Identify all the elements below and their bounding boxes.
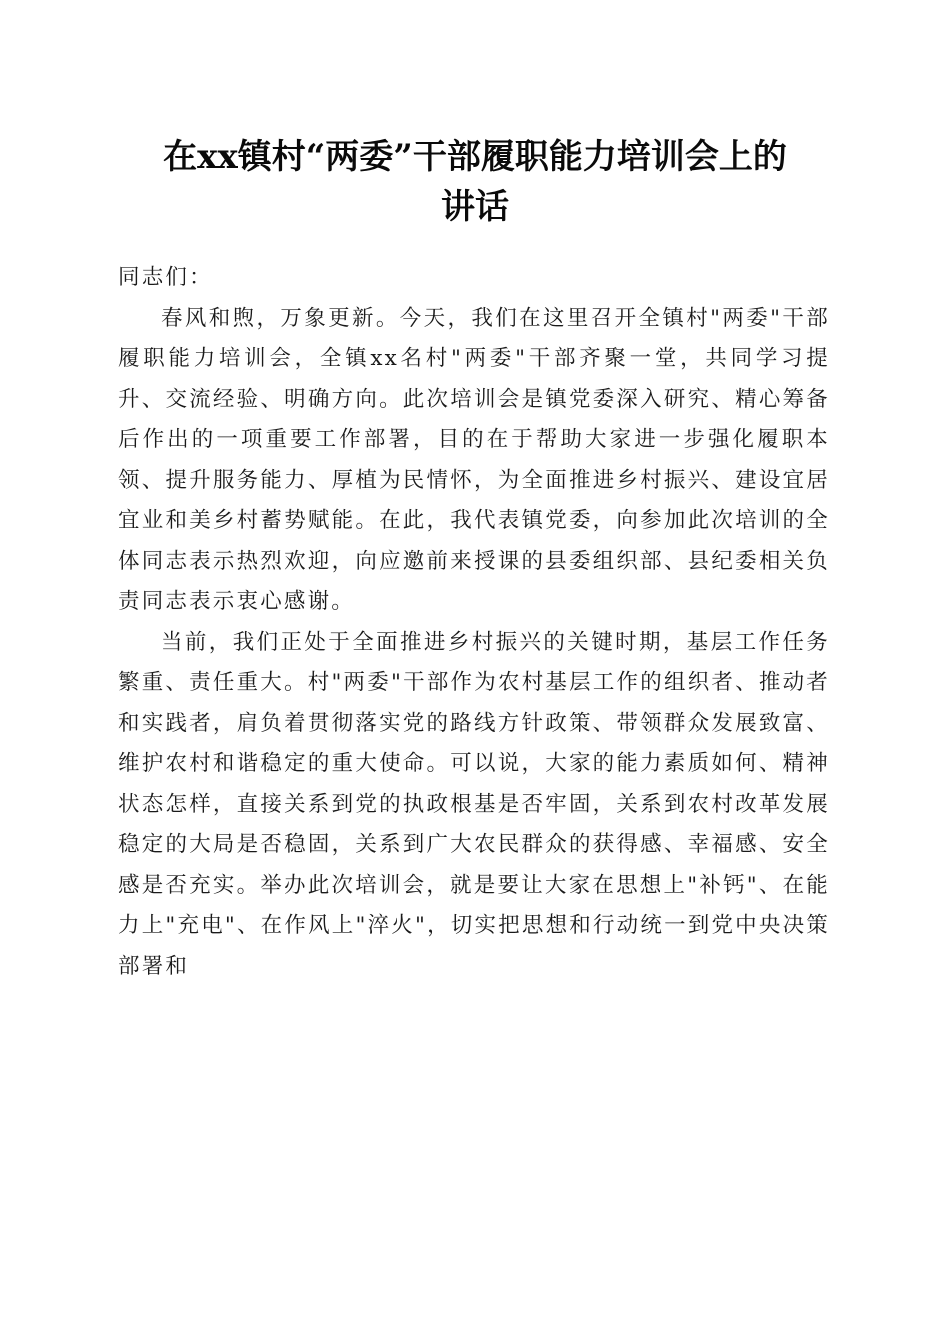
paragraph-1: 春风和煦，万象更新。今天，我们在这里召开全镇村"两委"干部履职能力培训会，全镇xx名村"两委"干部齐聚一堂，共同学习提升、交流经验、明确方向。此次培训会是镇党委深入研究、精心筹备后作出的一项重要工作部署，目的在于帮助大家进一步强化履职本领、提升服务能力、厚植为民情怀，为全面推进乡村振兴、建设宜居宜业和美乡村蓄势赋能。在此，我代表镇党委，向参加此次培训的全体同志表示热烈欢迎，向应邀前来授课的县委组织部、县纪委相关负责同志表示衷心感谢。 [118, 305, 830, 614]
salutation: 同志们： [118, 265, 213, 290]
document-title-line-2: 讲话 [441, 187, 509, 227]
paragraph-2: 当前，我们正处于全面推进乡村振兴的关键时期，基层工作任务繁重、责任重大。村"两委"干部作为农村基层工作的组织者、推动者和实践者，肩负着贯彻落实党的路线方针政策、带领群众发展致富、维护农村和谐稳定的重大使命。可以说，大家的能力素质如何、精神状态怎样，直接关系到党的执政根基是否牢固，关系到农村改革发展稳定的大局是否稳固，关系到广大农民群众的获得感、幸福感、安全感是否充实。举办此次培训会，就是要让大家在思想上"补钙"、在能力上"充电"、在作风上"淬火"，切实把思想和行动统一到党中央决策部署和 [118, 629, 830, 979]
document-title-line-1: 在xx镇村“两委”干部履职能力培训会上的 [163, 137, 787, 177]
document-body [118, 258, 830, 987]
document-title [95, 132, 855, 232]
